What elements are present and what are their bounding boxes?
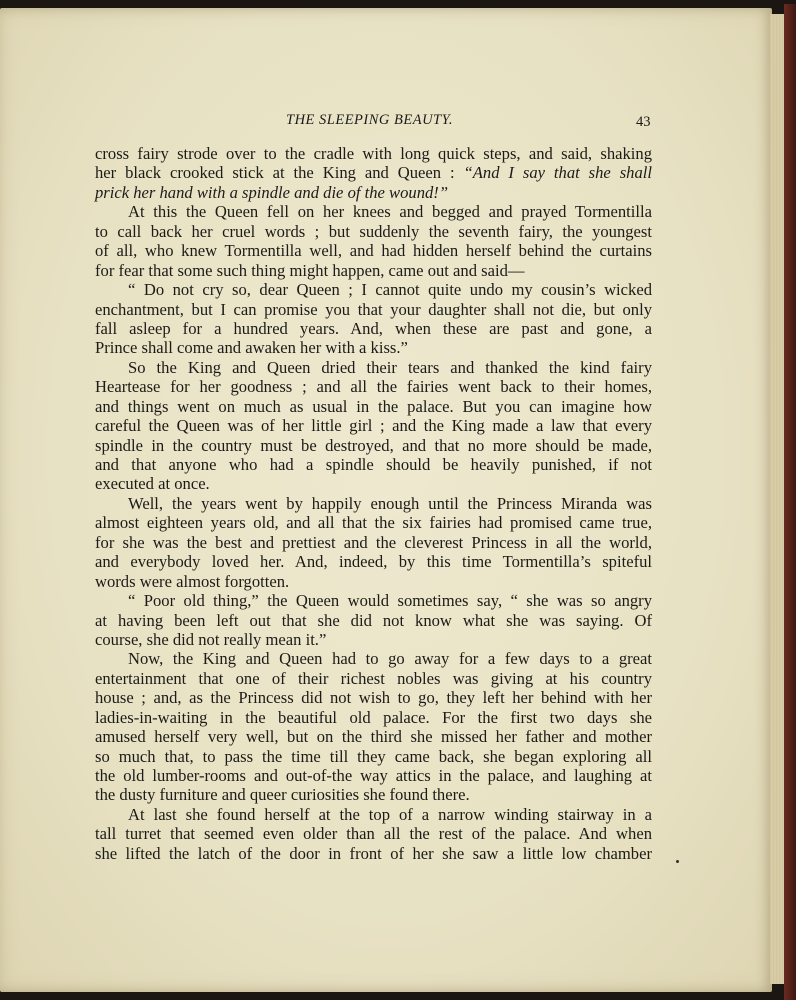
text-line: the old lumber-rooms and out-of-the way attics in the palace, and laughing at [95, 766, 652, 785]
text-line: the dusty furniture and queer curiosities she found there. [95, 785, 470, 805]
text-line: Heartease for her goodness ; and all the fairies went back to their homes, [95, 377, 652, 397]
text-line: to call back her cruel words ; but suddenly the seventh fairy, the youngest [95, 221, 652, 241]
text-line: almost eighteen years old, and all that the six fairies had promised came true, [95, 513, 652, 533]
text-line: At last she found herself at the top of a narrow winding stairway in a [128, 804, 652, 824]
text-line: of all, who knew Tormentilla well, and had hidden herself behind the curtains [95, 241, 652, 261]
text-line: cross fairy strode over to the cradle with long quick steps, and said, shaking [95, 144, 652, 163]
text-line: tall turret that seemed even older than all the rest of the palace. And when [95, 824, 652, 844]
text-line: for she was the best and prettiest and the cleverest Princess in all the world, [95, 532, 652, 552]
text-line: At this the Queen fell on her knees and begged and prayed Tormentilla [128, 202, 652, 222]
page-speck [676, 860, 679, 863]
italic-quote: “And I say that she shall [463, 163, 652, 183]
text-line: at having been left out that she did not know what she was saying. Of [95, 610, 652, 630]
running-head [96, 112, 656, 132]
page-number: 43 [636, 114, 651, 130]
text-line: executed at once. [95, 474, 210, 494]
text-line: and things went on much as usual in the palace. But you can imagine how [95, 396, 652, 416]
body-text [95, 144, 652, 863]
text-line: Now, the King and Queen had to go away for a few days to a great [128, 649, 652, 669]
text-line: spindle in the country must be destroyed, and that no more should be made, [95, 435, 652, 455]
text-line: for fear that some such thing might happen, came out and said— [95, 260, 525, 280]
text-line: so much that, to pass the time till they came back, she began exploring all [95, 746, 652, 766]
text-line: she lifted the latch of the door in front of her she saw a little low chamber [95, 843, 652, 863]
text-line: “ Do not cry so, dear Queen ; I cannot quite undo my cousin’s wicked [128, 280, 652, 300]
text-line: “ Poor old thing,” the Queen would sometimes say, “ she was so angry [128, 591, 652, 611]
text-line: ladies-in-waiting in the beautiful old palace. For the first two days she [95, 707, 652, 727]
text-line: enchantment, but I can promise you that your daughter shall not die, but only [95, 299, 652, 319]
book-cover-edge [784, 4, 796, 1000]
text-line: prick her hand with a spindle and die of the wound!” [95, 182, 449, 202]
running-head-title: THE SLEEPING BEAUTY. [286, 112, 453, 128]
text-line: entertainment that one of their richest nobles was giving at his country [95, 668, 652, 688]
text-line [95, 163, 652, 182]
text-line: and that anyone who had a spindle should be heavily punished, if not [95, 455, 652, 474]
text-line: careful the Queen was of her little girl ; and the King made a law that every [95, 416, 652, 436]
text-line: words were almost forgotten. [95, 571, 290, 591]
text-line: fall asleep for a hundred years. And, when these are past and gone, a [95, 318, 652, 338]
text-line: amused herself very well, but on the third she missed her father and mother [95, 727, 652, 747]
text-line: and everybody loved her. And, indeed, by this time Tormentilla’s spiteful [95, 552, 652, 572]
text-line: course, she did not really mean it.” [95, 629, 327, 649]
text-line: Prince shall come and awaken her with a kiss.” [95, 338, 408, 358]
text-line: So the King and Queen dried their tears and thanked the kind fairy [128, 357, 652, 377]
text-line: house ; and, as the Princess did not wish to go, they left her behind with her [95, 688, 652, 708]
text-line: Well, the years went by happily enough until the Princess Miranda was [128, 493, 652, 513]
text-segment: her black crooked stick at the King and Queen : [95, 163, 455, 183]
